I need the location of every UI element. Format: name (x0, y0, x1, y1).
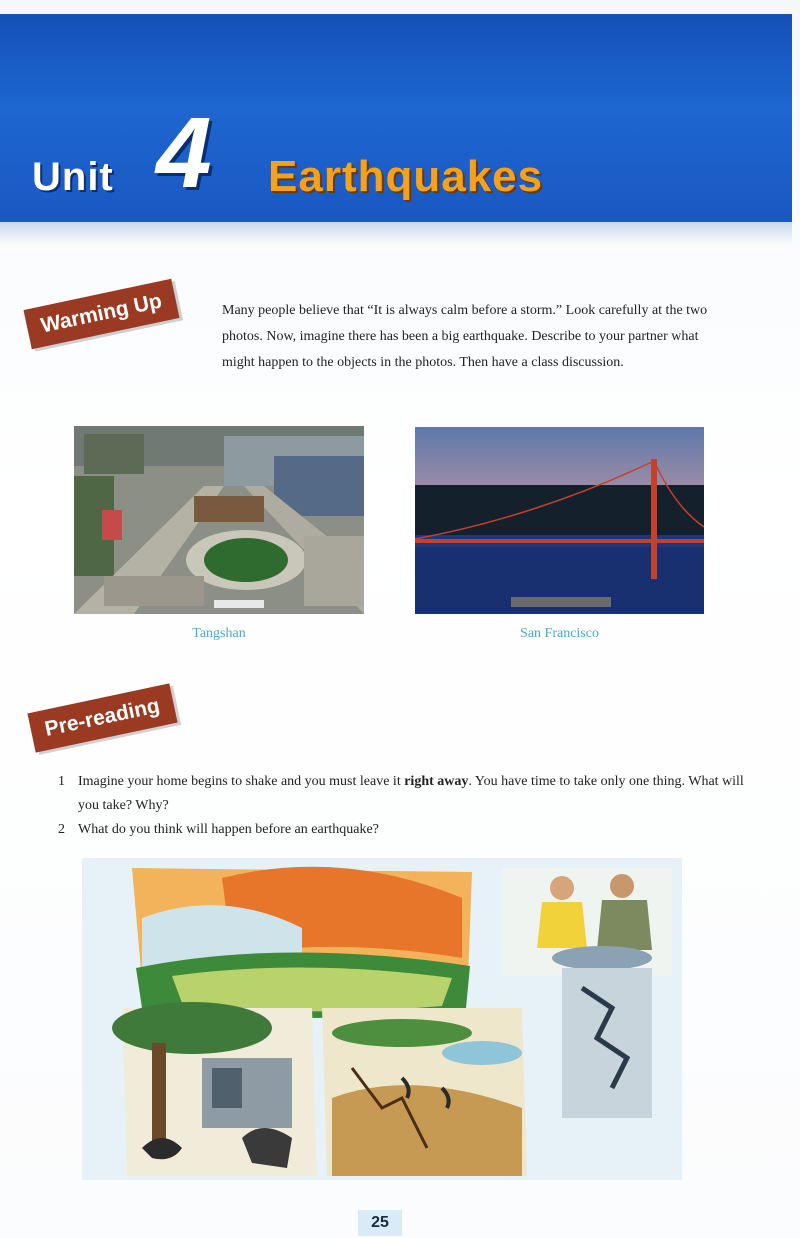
question-text: Imagine your home begins to shake and you must leave it right away. You have time to take only one thing. What will you take? Why? (78, 774, 744, 813)
banner-fade (0, 222, 792, 244)
unit-number: 4 (156, 97, 212, 209)
emphasis: right away (404, 774, 469, 789)
san-francisco-photo (415, 427, 704, 614)
question-number: 2 (58, 822, 65, 837)
san-francisco-caption: San Francisco (520, 626, 599, 641)
question-number: 1 (58, 774, 65, 789)
earthquake-signs-illustration (82, 858, 682, 1180)
pre-reading-tag: Pre-reading (27, 683, 177, 752)
question-text: What do you think will happen before an earthquake? (78, 822, 379, 837)
unit-label: Unit (32, 155, 114, 199)
tangshan-caption: Tangshan (192, 626, 246, 641)
unit-title: Earthquakes (268, 152, 544, 201)
page-number: 25 (358, 1210, 402, 1236)
warming-up-tag: Warming Up (23, 279, 179, 349)
question-item (58, 770, 748, 818)
tangshan-photo (74, 426, 364, 614)
warming-up-text: Many people believe that “It is always calm before a storm.” Look carefully at the two photos. Now, imagine there has been a big earthquake. Describe to your partner what might happen to the objects in the photos. Then have a class discussion. (222, 303, 708, 370)
pre-reading-questions (58, 770, 748, 842)
question-item (58, 818, 748, 842)
